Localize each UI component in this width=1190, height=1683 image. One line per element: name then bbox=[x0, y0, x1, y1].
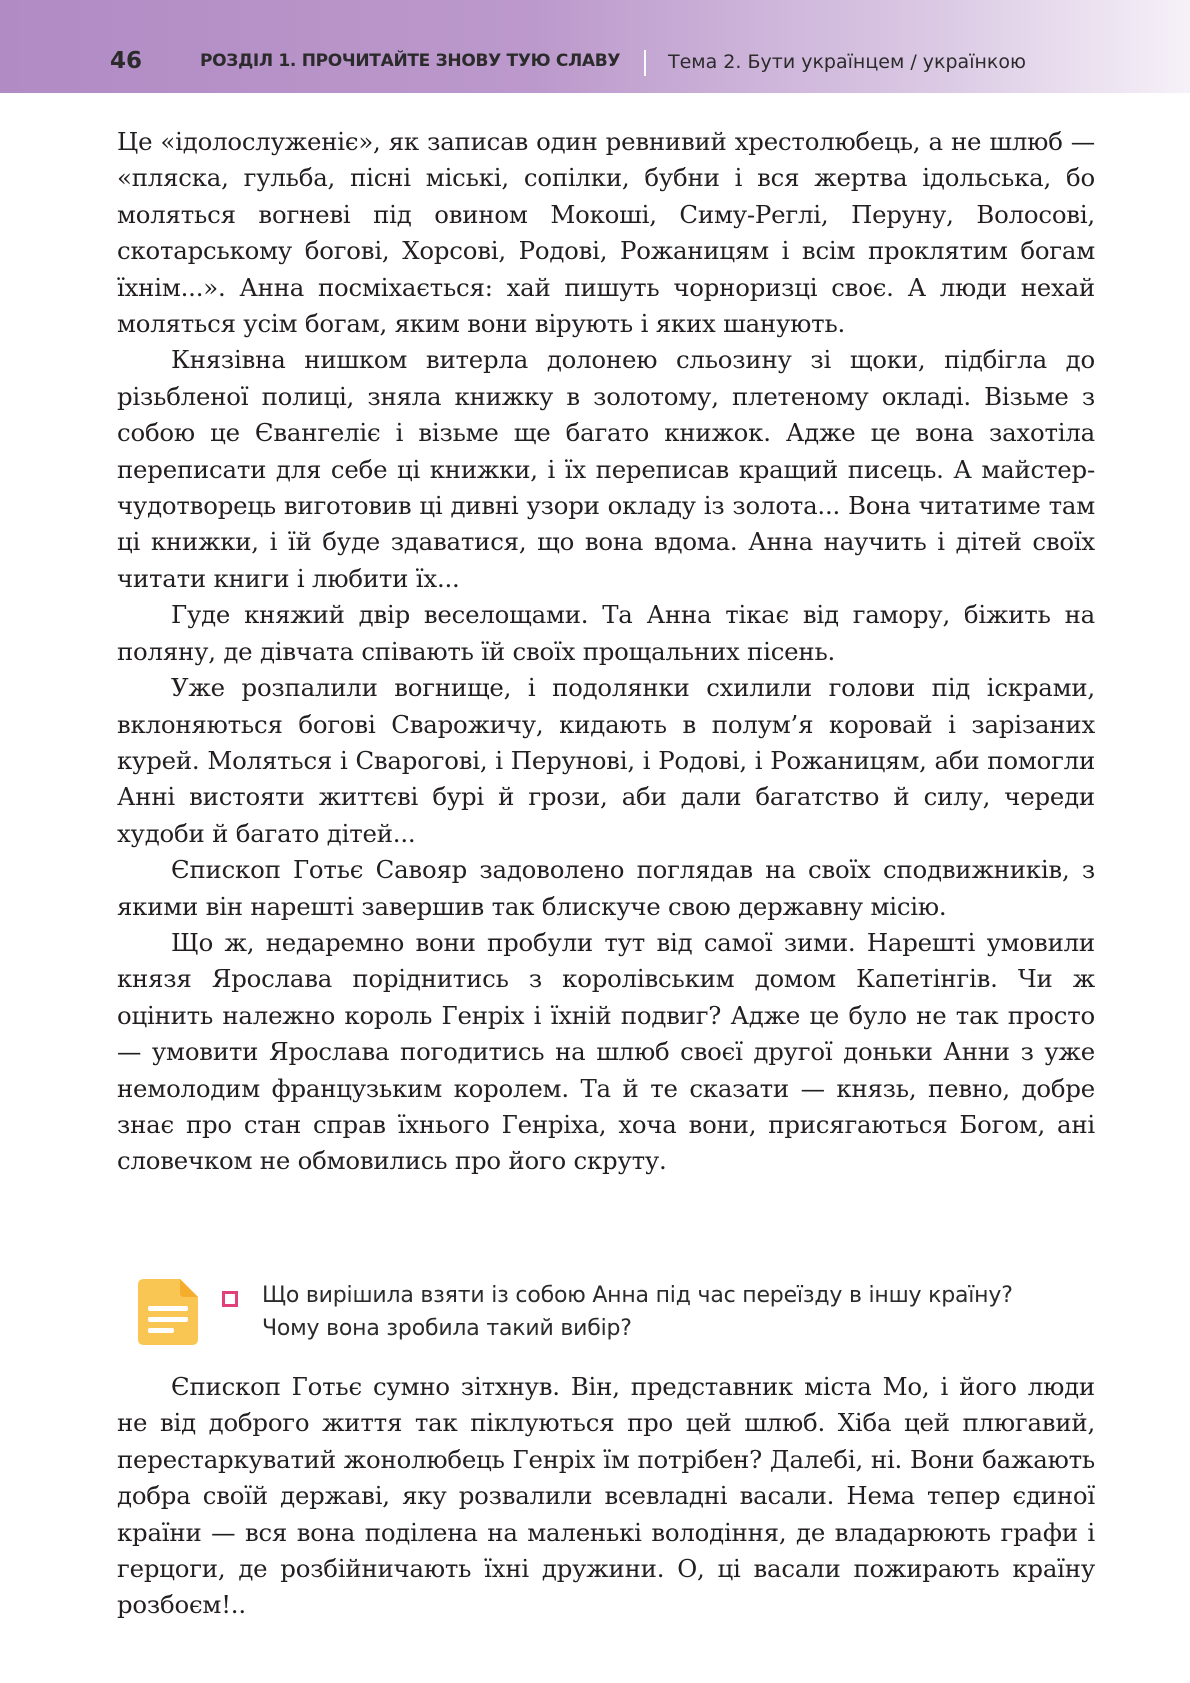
question-text bbox=[262, 1279, 1098, 1345]
topic-title: Тема 2. Бути українцем / українкою bbox=[668, 51, 1026, 73]
question-line: Чому вона зробила такий вибір? bbox=[262, 1316, 632, 1341]
note-document-icon bbox=[138, 1279, 198, 1345]
body-text-top bbox=[117, 124, 1095, 1180]
section-title: РОЗДІЛ 1. ПРОЧИТАЙТЕ ЗНОВУ ТУЮ СЛАВУ bbox=[200, 51, 621, 71]
page-header bbox=[0, 0, 1190, 93]
paragraph: Що ж, недаремно вони пробули тут від самої зими. Нарешті умовили князя Ярослава поріднитись з королівським домом Капетінгів. Чи ж оцінить належно король Генріх і їхній подвиг? Адже це було не так просто — умовити Ярослава погодитись на шлюб своєї другої доньки Анни з уже немолодим французьким королем. Та й те сказати — князь, певно, добре знає про стан справ їхнього Генріха, хоча вони, присягаються Богом, ані словечком не обмовились про його скруту. bbox=[117, 927, 1095, 1176]
paragraph: Єпископ Готьє сумно зітхнув. Він, представник міста Мо, і його люди не від доброго життя так піклуються про цей шлюб. Хіба цей плюгавий, перестаркуватий жонолюбець Генріх їм потрібен? Далебі, ні. Вони бажають добра своїй державі, яку розвалили всевладні васали. Нема тепер єдиної країни — вся вона поділена на маленькі володіння, де владарюють графи і герцоги, де розбійничають їхні дружини. О, ці васали пожирають країну розбоєм!.. bbox=[117, 1372, 1095, 1620]
paragraph: Єпископ Готьє Савояр задоволено поглядав на своїх сподвижників, з якими він нарешті завершив так блискуче свою державну місію. bbox=[117, 855, 1095, 921]
paragraph: Гуде княжий двір веселощами. Та Анна тікає від гамору, біжить на поляну, де дівчата співають їй своїх прощальних пісень. bbox=[117, 600, 1095, 666]
question-line: Що вирішила взяти із собою Анна під час переїзду в іншу країну? bbox=[262, 1283, 1013, 1308]
page-number: 46 bbox=[110, 48, 143, 74]
header-divider bbox=[644, 50, 646, 76]
paragraph: Уже розпалили вогнище, і подолянки схилили голови під іскрами, вклоняються богові Сварожичу, кидають в полум’я коровай і зарізаних курей. Моляться і Сварогові, і Перунові, і Родові, і Рожаницям, аби помогли Анні вистояти життєві бурі й грози, аби дали багатство й силу, череди худоби й багато дітей... bbox=[117, 673, 1095, 848]
paragraph: Князівна нишком витерла долонею сльозину зі щоки, підбігла до різьбленої полиці, зняла книжку в золотому, плетеному окладі. Візьме з собою це Євангеліє і візьме ще багато книжок. Адже це вона захотіла переписати для себе ці книжки, і їх переписав кращий писець. А майстер-чудотворець виготовив ці дивні узори окладу із золота... Вона читатиме там ці книжки, і їй буде здаватися, що вона вдома. Анна научить і дітей своїх читати книги і любити їх... bbox=[117, 345, 1095, 593]
body-text-bottom bbox=[117, 1369, 1095, 1624]
question-box bbox=[138, 1279, 1098, 1349]
paragraph: Це «ідолослуженіє», як записав один ревнивий хрестолюбець, а не шлюб — «пляска, гульба, пісні міські, сопілки, бубни і вся жертва ідольська, бо моляться вогневі під овином Мокоші, Симу-Реглі, Перуну, Волосові, скотарському богові, Хорсові, Родові, Рожаницям і всім проклятим богам їхнім...». Анна посміхається: хай пишуть чорноризці своє. А люди нехай моляться усім богам, яким вони вірують і яких шанують. bbox=[117, 127, 1095, 339]
square-bullet-icon bbox=[222, 1291, 238, 1307]
